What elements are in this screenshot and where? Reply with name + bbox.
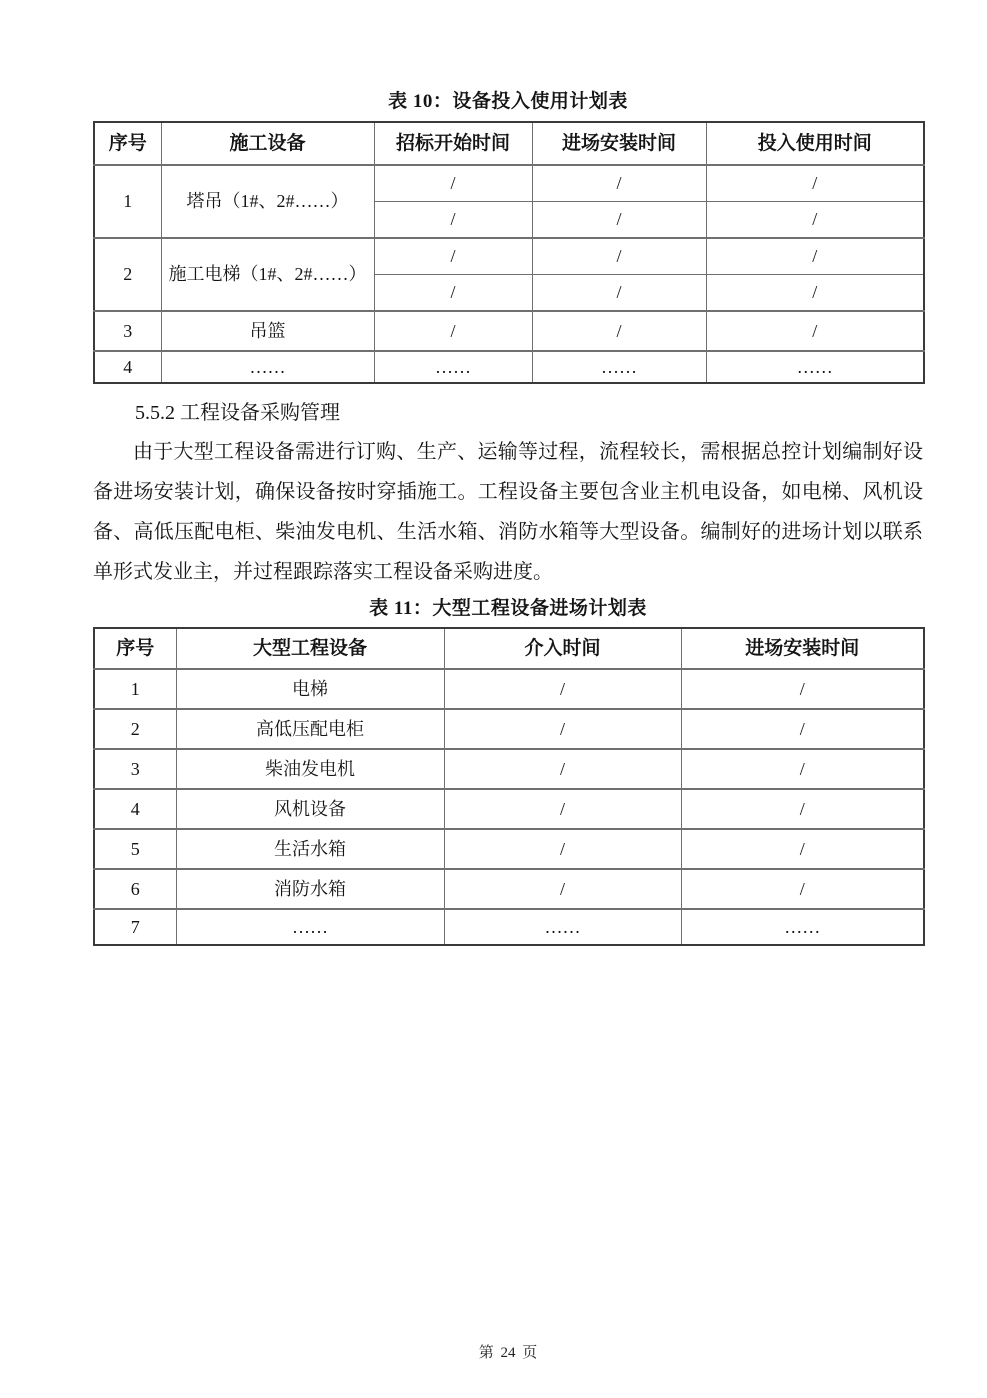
table10-header-usage: 投入使用时间 [706, 122, 924, 165]
cell-seq: 4 [94, 351, 161, 383]
table10-header-row [94, 122, 924, 165]
cell-install-time: / [532, 165, 706, 202]
equipment-usage-plan-table [93, 121, 925, 384]
cell-bid-time: / [374, 275, 532, 312]
cell-install-time: / [532, 275, 706, 312]
cell-equipment: 高低压配电柜 [176, 709, 444, 749]
table10-title: 表 10：设备投入使用计划表 [388, 91, 628, 112]
cell-intervene-time: / [444, 789, 681, 829]
table10-row-3 [94, 311, 924, 351]
table11-row [94, 749, 924, 789]
section-paragraph [93, 432, 923, 592]
table11-row [94, 709, 924, 749]
cell-seq: 5 [94, 829, 176, 869]
table10-header-bid-start: 招标开始时间 [374, 122, 532, 165]
cell-usage-time: / [706, 275, 924, 312]
cell-seq: 3 [94, 749, 176, 789]
cell-usage-time: / [706, 238, 924, 275]
table10-header-seq: 序号 [94, 122, 161, 165]
cell-install-time: / [681, 709, 924, 749]
cell-equipment: 风机设备 [176, 789, 444, 829]
cell-equipment: …… [176, 909, 444, 945]
table11-row [94, 869, 924, 909]
table11-header-equipment: 大型工程设备 [176, 628, 444, 669]
cell-usage-time: / [706, 165, 924, 202]
cell-bid-time: …… [374, 351, 532, 383]
paragraph-line: 由于大型工程设备需进行订购、生产、运输等过程，流程较长，需根据总控计划编制好设 [133, 441, 923, 463]
cell-usage-time: …… [706, 351, 924, 383]
table11-row [94, 909, 924, 945]
large-equipment-entry-plan-table [93, 627, 925, 946]
cell-equipment: 消防水箱 [176, 869, 444, 909]
table11-header-intervene: 介入时间 [444, 628, 681, 669]
cell-install-time: / [681, 829, 924, 869]
cell-seq: 4 [94, 789, 176, 829]
page-number: 第 24 页 [478, 1345, 538, 1361]
paragraph-line: 单形式发业主，并过程跟踪落实工程设备采购进度。 [93, 561, 553, 583]
cell-equipment: 柴油发电机 [176, 749, 444, 789]
cell-equipment: …… [161, 351, 374, 383]
cell-install-time: / [681, 789, 924, 829]
cell-usage-time: / [706, 311, 924, 351]
cell-intervene-time: / [444, 829, 681, 869]
cell-install-time: / [532, 238, 706, 275]
section-heading: 5.5.2 工程设备采购管理 [135, 402, 340, 424]
cell-bid-time: / [374, 238, 532, 275]
cell-seq: 1 [94, 165, 161, 238]
cell-equipment: 塔吊（1#、2#……） [161, 165, 374, 238]
cell-intervene-time: / [444, 869, 681, 909]
cell-install-time: / [681, 749, 924, 789]
table10-header-install: 进场安装时间 [532, 122, 706, 165]
cell-install-time: / [532, 311, 706, 351]
cell-seq: 2 [94, 238, 161, 311]
cell-bid-time: / [374, 311, 532, 351]
cell-equipment: 吊篮 [161, 311, 374, 351]
cell-intervene-time: / [444, 709, 681, 749]
table11-title: 表 11：大型工程设备进场计划表 [369, 598, 647, 619]
cell-seq: 6 [94, 869, 176, 909]
cell-install-time: …… [681, 909, 924, 945]
cell-install-time: / [532, 202, 706, 239]
cell-intervene-time: …… [444, 909, 681, 945]
cell-intervene-time: / [444, 749, 681, 789]
cell-seq: 7 [94, 909, 176, 945]
table10-row-2a [94, 238, 924, 275]
cell-equipment: 生活水箱 [176, 829, 444, 869]
cell-seq: 3 [94, 311, 161, 351]
table11-row [94, 789, 924, 829]
table10-row-1a [94, 165, 924, 202]
cell-bid-time: / [374, 202, 532, 239]
table10-row-4 [94, 351, 924, 383]
table11-header-seq: 序号 [94, 628, 176, 669]
table11-row [94, 669, 924, 709]
table10-header-equipment: 施工设备 [161, 122, 374, 165]
paragraph-line: 备、高低压配电柜、柴油发电机、生活水箱、消防水箱等大型设备。编制好的进场计划以联系 [93, 521, 923, 543]
cell-seq: 1 [94, 669, 176, 709]
page-content [93, 90, 923, 946]
cell-equipment: 电梯 [176, 669, 444, 709]
cell-intervene-time: / [444, 669, 681, 709]
cell-install-time: …… [532, 351, 706, 383]
table11-header-install: 进场安装时间 [681, 628, 924, 669]
cell-seq: 2 [94, 709, 176, 749]
cell-equipment: 施工电梯（1#、2#……） [161, 238, 374, 311]
cell-bid-time: / [374, 165, 532, 202]
cell-install-time: / [681, 869, 924, 909]
paragraph-line: 备进场安装计划，确保设备按时穿插施工。工程设备主要包含业主机电设备，如电梯、风机设 [93, 481, 923, 503]
cell-install-time: / [681, 669, 924, 709]
table11-row [94, 829, 924, 869]
table11-header-row [94, 628, 924, 669]
cell-usage-time: / [706, 202, 924, 239]
